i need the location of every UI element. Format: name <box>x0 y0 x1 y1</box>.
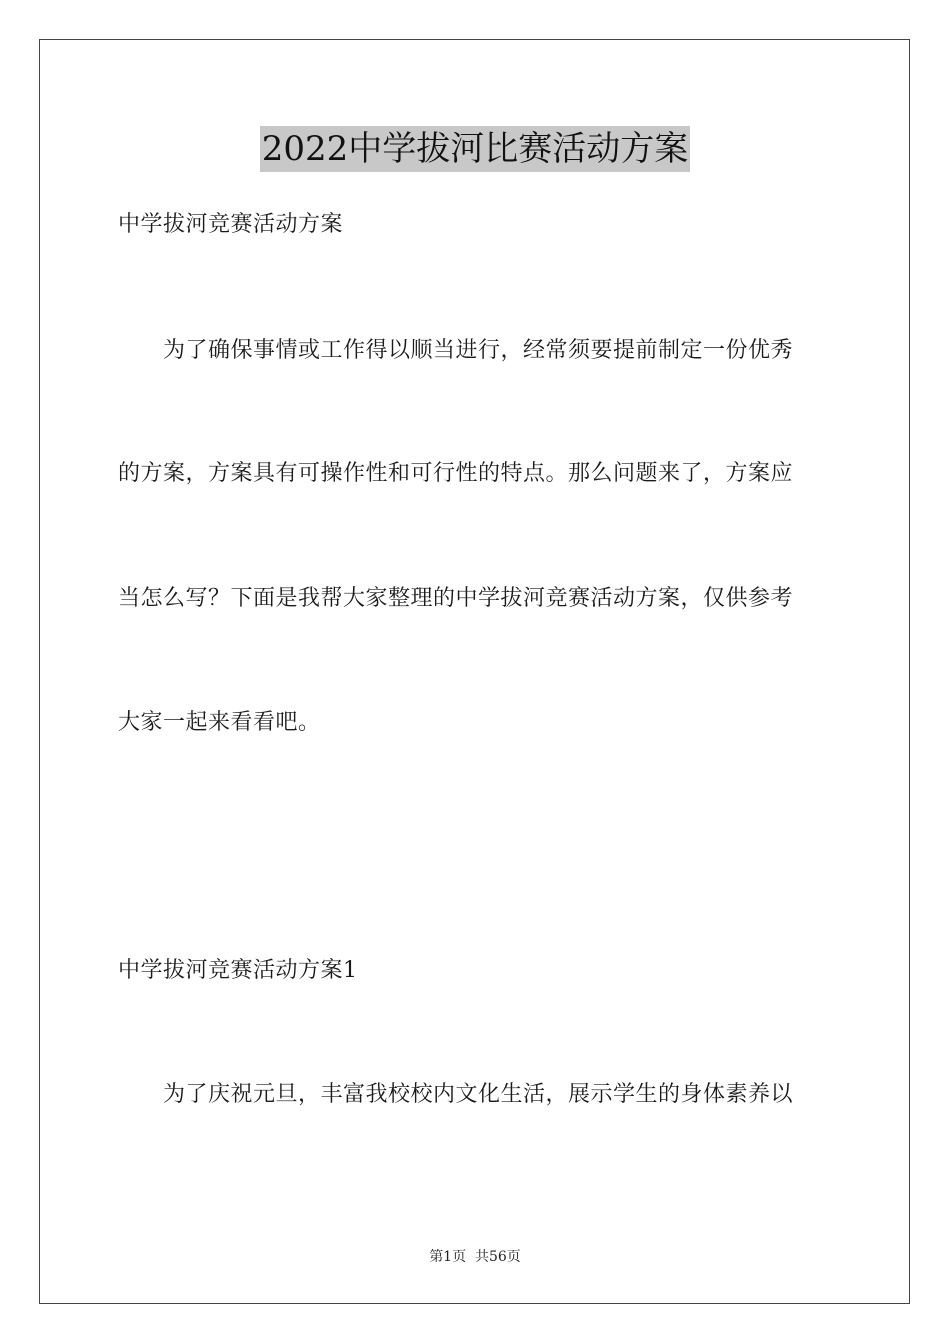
section-line-1: 为了庆祝元旦，丰富我校校内文化生活，展示学生的身体素养以 <box>163 1082 794 1107</box>
intro-line-2: 的方案，方案具有可操作性和可行性的特点。那么问题来了，方案应 <box>118 461 794 486</box>
title-container <box>0 126 950 172</box>
intro-line-3: 当怎么写？下面是我帮大家整理的中学拔河竞赛活动方案，仅供参考 <box>118 586 794 611</box>
intro-line-1: 为了确保事情或工作得以顺当进行，经常须要提前制定一份优秀 <box>163 338 794 363</box>
document-subtitle: 中学拔河竞赛活动方案 <box>118 212 344 237</box>
document-title: 2022中学拔河比赛活动方案 <box>260 126 691 172</box>
intro-line-4: 大家一起来看看吧。 <box>118 710 321 735</box>
page-footer: 第1页 共56页 <box>429 1249 521 1265</box>
section-heading: 中学拔河竞赛活动方案1 <box>118 958 358 983</box>
